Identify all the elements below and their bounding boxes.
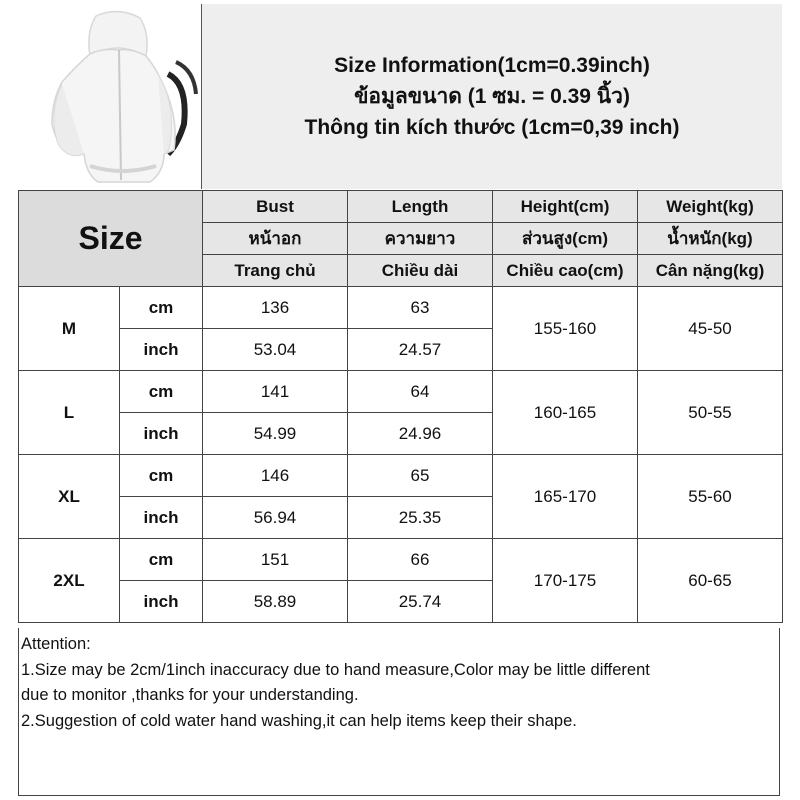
column-header-bust: Bust	[203, 191, 348, 223]
column-header-weight-vietnamese: Cân nặng(kg)	[638, 255, 783, 287]
column-header-height-vietnamese: Chiều cao(cm)	[493, 255, 638, 287]
header-title-thai: ข้อมูลขนาด (1 ซม. = 0.39 นิ้ว)	[354, 85, 630, 108]
table-header-row-english	[19, 191, 783, 223]
unit-label-cm: cm	[120, 287, 203, 329]
length-cm-value: 64	[348, 371, 493, 413]
weight-range-value: 50-55	[638, 371, 783, 455]
height-range-value: 170-175	[493, 539, 638, 623]
column-header-weight-thai: น้ำหนัก(kg)	[638, 223, 783, 255]
attention-heading: Attention:	[21, 635, 91, 653]
bust-inch-value: 56.94	[203, 497, 348, 539]
length-inch-value: 24.96	[348, 413, 493, 455]
size-column-header: Size	[19, 191, 203, 287]
unit-label-cm: cm	[120, 539, 203, 581]
bust-inch-value: 54.99	[203, 413, 348, 455]
column-header-height-thai: ส่วนสูง(cm)	[493, 223, 638, 255]
column-header-length-vietnamese: Chiều dài	[348, 255, 493, 287]
height-range-value: 160-165	[493, 371, 638, 455]
column-header-height: Height(cm)	[493, 191, 638, 223]
attention-notes	[18, 628, 780, 796]
weight-range-value: 55-60	[638, 455, 783, 539]
bust-cm-value: 146	[203, 455, 348, 497]
length-cm-value: 66	[348, 539, 493, 581]
product-thumbnail	[18, 4, 202, 189]
table-row	[19, 455, 783, 497]
bust-cm-value: 136	[203, 287, 348, 329]
bust-cm-value: 141	[203, 371, 348, 413]
bust-inch-value: 53.04	[203, 329, 348, 371]
length-cm-value: 63	[348, 287, 493, 329]
weight-range-value: 60-65	[638, 539, 783, 623]
height-range-value: 165-170	[493, 455, 638, 539]
header-title-vietnamese: Thông tin kích thước (1cm=0,39 inch)	[304, 116, 680, 139]
length-inch-value: 25.35	[348, 497, 493, 539]
length-inch-value: 25.74	[348, 581, 493, 623]
unit-label-inch: inch	[120, 497, 203, 539]
table-row	[19, 539, 783, 581]
size-label: L	[19, 371, 120, 455]
size-chart-sheet	[18, 4, 782, 798]
column-header-length-thai: ความยาว	[348, 223, 493, 255]
size-info-header	[202, 4, 782, 189]
attention-note-1-continued: due to monitor ,thanks for your understanding.	[21, 686, 359, 704]
unit-label-inch: inch	[120, 581, 203, 623]
length-cm-value: 65	[348, 455, 493, 497]
size-label: M	[19, 287, 120, 371]
table-row	[19, 371, 783, 413]
weight-range-value: 45-50	[638, 287, 783, 371]
header-title-english: Size Information(1cm=0.39inch)	[334, 54, 650, 77]
table-row	[19, 287, 783, 329]
bust-inch-value: 58.89	[203, 581, 348, 623]
unit-label-cm: cm	[120, 371, 203, 413]
bust-cm-value: 151	[203, 539, 348, 581]
unit-label-inch: inch	[120, 413, 203, 455]
unit-label-inch: inch	[120, 329, 203, 371]
column-header-bust-vietnamese: Trang chủ	[203, 255, 348, 287]
white-hoodie-jacket-image	[18, 4, 201, 189]
column-header-bust-thai: หน้าอก	[203, 223, 348, 255]
column-header-weight: Weight(kg)	[638, 191, 783, 223]
size-label: 2XL	[19, 539, 120, 623]
attention-note-1: 1.Size may be 2cm/1inch inaccuracy due to hand measure,Color may be little different	[21, 660, 650, 679]
size-label: XL	[19, 455, 120, 539]
column-header-length: Length	[348, 191, 493, 223]
height-range-value: 155-160	[493, 287, 638, 371]
size-table	[18, 190, 783, 623]
length-inch-value: 24.57	[348, 329, 493, 371]
unit-label-cm: cm	[120, 455, 203, 497]
attention-note-2: 2.Suggestion of cold water hand washing,it can help items keep their shape.	[21, 711, 577, 730]
